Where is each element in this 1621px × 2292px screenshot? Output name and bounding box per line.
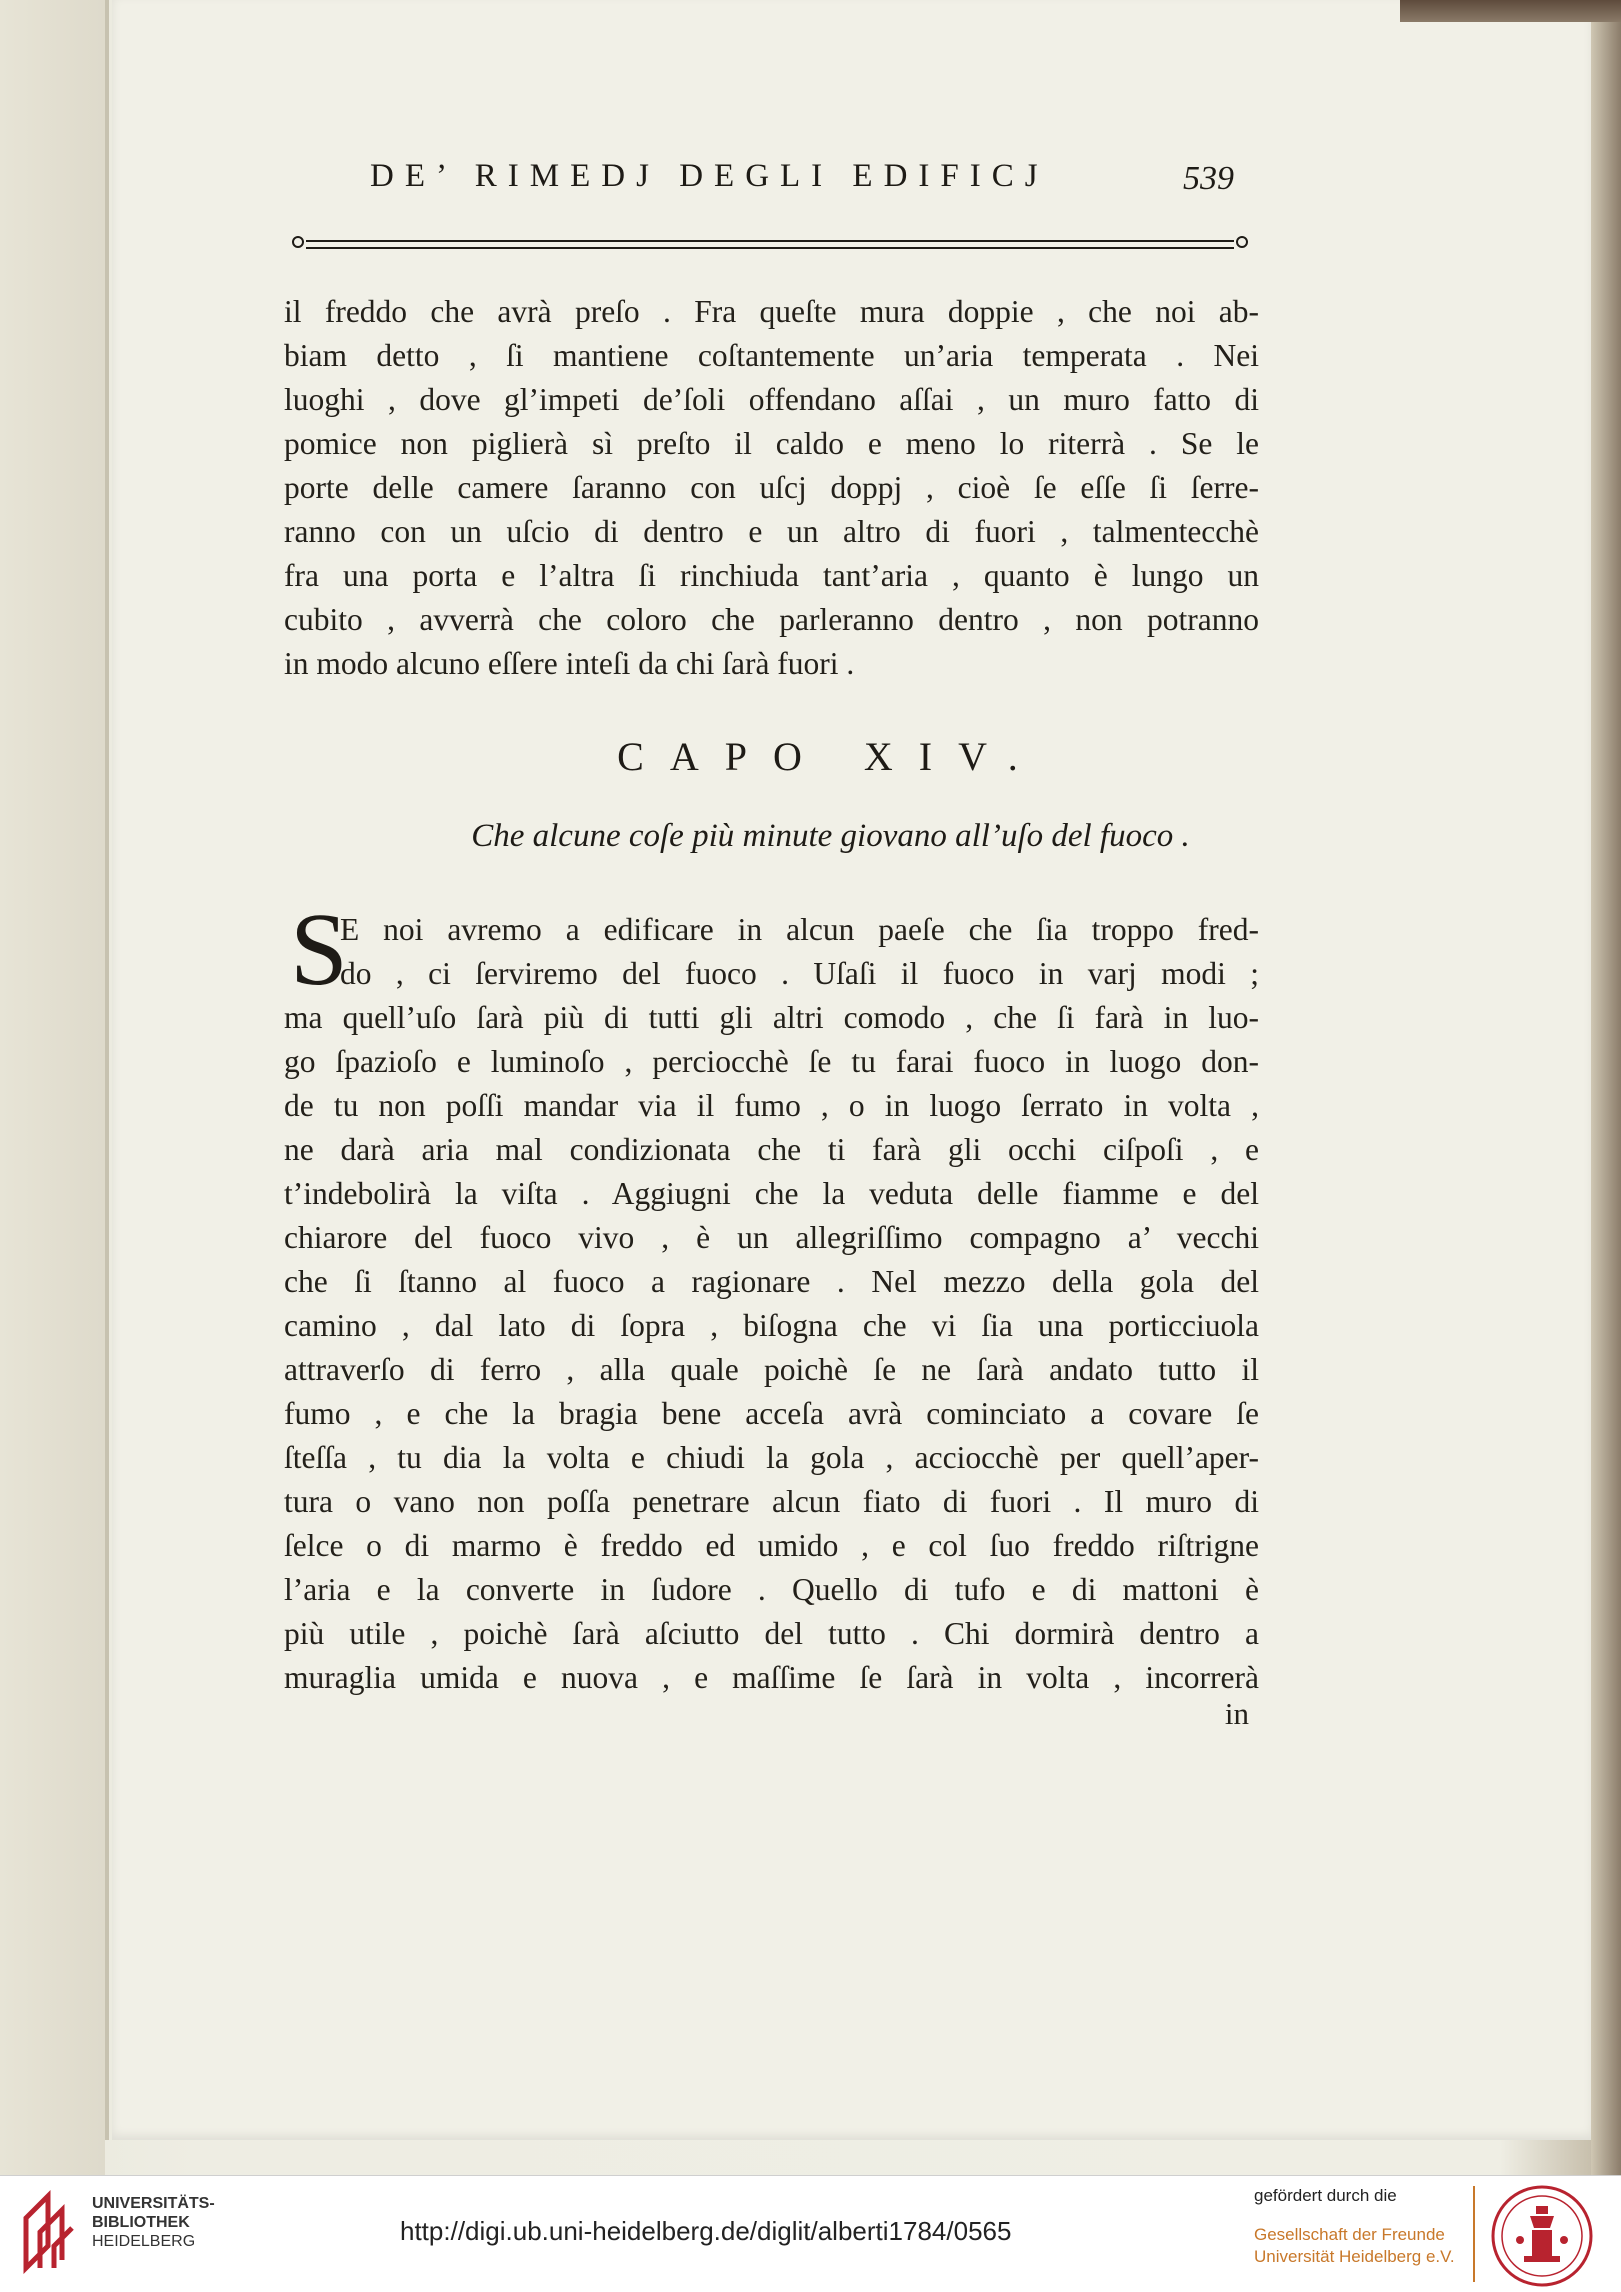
sponsor-name[interactable] bbox=[1254, 2224, 1455, 2268]
text-line: attraverſo di ferro , alla quale poichè ſe ne ſarà andato tutto il bbox=[284, 1352, 1259, 1387]
text-line: de tu non poſſi mandar via il fumo , o in luogo ſerrato in volta , bbox=[284, 1088, 1259, 1123]
rule-end-right bbox=[1236, 236, 1248, 248]
chapter-title: CAPO XIV. bbox=[617, 734, 1044, 779]
catchword: in bbox=[1224, 1696, 1249, 1731]
text-line: go ſpazioſo e luminoſo , perciocchè ſe tu farai fuoco in luogo don- bbox=[284, 1044, 1259, 1079]
text-line: do , ci ſerviremo del fuoco . Uſaſi il fuoco in varj modi ; bbox=[340, 956, 1259, 991]
text-line: ranno con un uſcio di dentro e un altro di fuori , talmentecchè bbox=[284, 514, 1259, 549]
text-line: più utile , poichè ſarà aſciutto del tutto . Chi dormirà dentro a bbox=[284, 1616, 1259, 1651]
text-line: che ſi ſtanno al fuoco a ragionare . Nel mezzo della gola del bbox=[284, 1264, 1259, 1299]
text-line: il freddo che avrà preſo . Fra queſte mura doppie , che noi ab- bbox=[284, 294, 1259, 329]
page-number: 539 bbox=[1183, 160, 1234, 197]
text-line: fumo , e che la bragia bene acceſa avrà cominciato a covare ſe bbox=[284, 1396, 1259, 1431]
sponsor-label: gefördert durch die bbox=[1254, 2186, 1397, 2205]
text-line: ma quell’uſo ſarà più di tutti gli altri comodo , che ſi farà in luo- bbox=[284, 1000, 1259, 1035]
library-name-line: UNIVERSITÄTS- bbox=[92, 2195, 215, 2212]
text-line: chiarore del fuoco vivo , è un allegriſſimo compagno a’ vecchi bbox=[284, 1220, 1259, 1255]
text-line: ſelce o di marmo è freddo ed umido , e col ſuo freddo riſtrigne bbox=[284, 1528, 1259, 1563]
university-library-logo-icon[interactable] bbox=[18, 2188, 78, 2274]
cover-edge-top bbox=[1400, 0, 1621, 22]
university-seal-icon bbox=[1490, 2184, 1594, 2288]
drop-cap: S bbox=[290, 892, 348, 1007]
text-line: muraglia umida e nuova , e maſſime ſe ſarà in volta , incorrerà bbox=[284, 1660, 1259, 1695]
rule-end-left bbox=[292, 236, 304, 248]
library-name-line: HEIDELBERG bbox=[92, 2233, 196, 2250]
rule-line bbox=[306, 240, 1234, 249]
chapter-subtitle: Che alcune coſe più minute giovano all’uſo del fuoco . bbox=[471, 818, 1190, 854]
text-line: E noi avremo a edificare in alcun paeſe che ſia troppo fred- bbox=[340, 912, 1259, 947]
header-rule bbox=[292, 236, 1248, 250]
viewer-footer bbox=[0, 2175, 1621, 2292]
paragraph-1 bbox=[284, 290, 1259, 686]
page-edge-left bbox=[105, 0, 109, 2140]
text-line: fra una porta e l’altra ſi rinchiuda tant’aria , quanto è lungo un bbox=[284, 558, 1259, 593]
text-line: ſteſſa , tu dia la volta e chiudi la gola , acciocchè per quell’aper- bbox=[284, 1440, 1259, 1475]
running-title: DE’ RIMEDJ DEGLI EDIFICJ bbox=[370, 158, 1049, 194]
text-line: tura o vano non poſſa penetrare alcun fiato di fuori . Il muro di bbox=[284, 1484, 1259, 1519]
sponsor-name-line: Universität Heidelberg e.V. bbox=[1254, 2247, 1455, 2266]
library-name bbox=[92, 2194, 215, 2251]
text-line: porte delle camere ſaranno con uſcj doppj , cioè ſe eſſe ſi ſerre- bbox=[284, 470, 1259, 505]
text-line: cubito , avverrà che coloro che parleranno dentro , non potranno bbox=[284, 602, 1259, 637]
text-line: in modo alcuno eſſere inteſi da chi ſarà fuori . bbox=[284, 646, 855, 681]
running-head bbox=[370, 158, 1250, 208]
library-name-line: BIBLIOTHEK bbox=[92, 2214, 190, 2231]
text-line: biam detto , ſi mantiene coſtantemente un’aria temperata . Nei bbox=[284, 338, 1259, 373]
permalink-url[interactable]: http://digi.ub.uni-heidelberg.de/diglit/alberti1784/0565 bbox=[400, 2216, 1012, 2246]
left-page-fold bbox=[0, 0, 105, 2175]
text-line: l’aria e la converte in ſudore . Quello di tufo e di mattoni è bbox=[284, 1572, 1259, 1607]
sponsor-divider bbox=[1473, 2186, 1475, 2282]
paragraph-2 bbox=[284, 908, 1259, 1700]
text-line: pomice non piglierà sì preſto il caldo e meno lo riterrà . Se le bbox=[284, 426, 1259, 461]
text-line: t’indebolirà la viſta . Aggiugni che la veduta delle fiamme e del bbox=[284, 1176, 1259, 1211]
text-line: luoghi , dove gl’impeti de’ſoli offendano aſſai , un muro fatto di bbox=[284, 382, 1259, 417]
text-line: ne darà aria mal condizionata che ti farà gli occhi ciſpoſi , e bbox=[284, 1132, 1259, 1167]
cover-edge-right bbox=[1591, 22, 1621, 2175]
sponsor-name-line: Gesellschaft der Freunde bbox=[1254, 2225, 1445, 2244]
text-line: camino , dal lato di ſopra , biſogna che vi ſia una porticciuola bbox=[284, 1308, 1259, 1343]
